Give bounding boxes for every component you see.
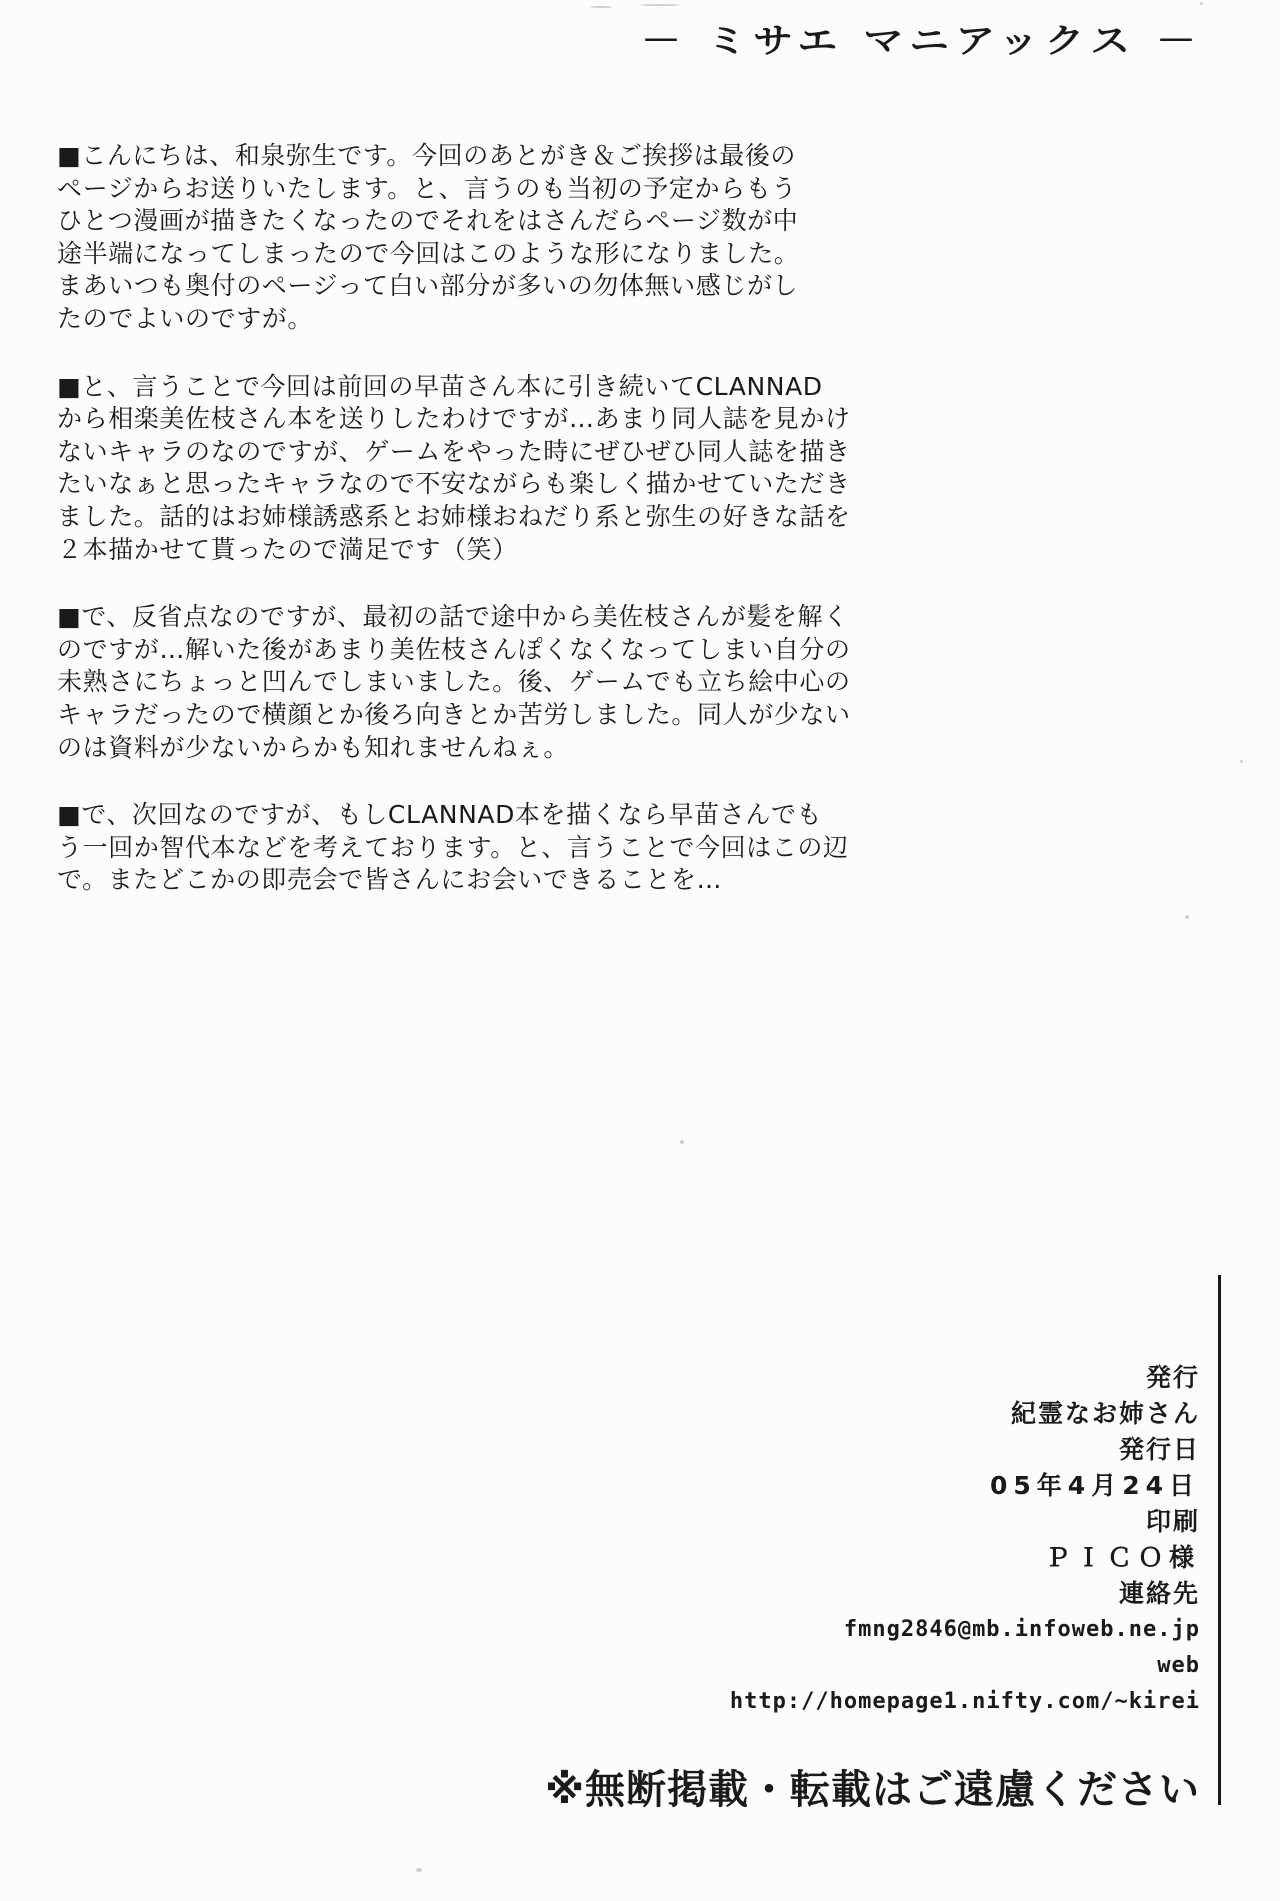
scan-speck [416, 1868, 422, 1872]
printer-label: 印刷 [1145, 1507, 1200, 1536]
text-line: ２本描かせて貰ったので満足です（笑） [57, 534, 518, 564]
colophon-divider [1218, 1275, 1221, 1805]
scan-speck [1185, 915, 1189, 919]
afterword-paragraph-3 [57, 601, 851, 764]
publisher-label: 発行 [1145, 1363, 1200, 1392]
printer-value: ＰＩＣＯ様 [1044, 1543, 1200, 1572]
text-line: のですが…解いた後があまり美佐枝さんぽくなくなってしまい自分の [57, 634, 851, 664]
afterword-paragraph-2 [57, 371, 851, 567]
afterword-paragraph-4 [57, 799, 849, 897]
text-line: たいなぁと思ったキャラなので不安ながらも楽しく描かせていただき [57, 469, 851, 499]
book-title: － ミサエ マニアックス － [641, 21, 1202, 62]
afterword-paragraph-1 [57, 140, 817, 336]
text-line: まあいつも奥付のページって白い部分が多いの勿体無い感じがし [57, 271, 799, 301]
text-line: たのでよいのですが。 [57, 303, 314, 333]
scan-speck [1240, 760, 1243, 763]
text-line: ました。話的はお姉様誘惑系とお姉様おねだり系と弥生の好きな話を [57, 501, 851, 531]
text-line: ■と、言うことで今回は前回の早苗さん本に引き続いてCLANNAD [57, 371, 823, 401]
text-line: で。またどこかの即売会で皆さんにお会いできることを… [57, 865, 723, 895]
scan-speck [590, 6, 612, 8]
text-line: キャラだったので横顔とか後ろ向きとか苦労しました。同人が少ない [57, 699, 851, 729]
contact-label: 連絡先 [1118, 1579, 1200, 1608]
colophon-info [730, 1360, 1200, 1720]
reprint-notice: ※無断掲載・転載はご遠慮ください [545, 1767, 1200, 1813]
date-label: 発行日 [1118, 1435, 1200, 1464]
scan-speck [640, 4, 680, 6]
text-line: ■こんにちは、和泉弥生です。今回のあとがき＆ご挨拶は最後の [57, 141, 797, 170]
text-line: ひとつ漫画が描きたくなったのでそれをはさんだらページ数が中 [57, 206, 799, 236]
date-value: 05年4月24日 [990, 1471, 1200, 1500]
text-line: ページからお送りいたします。と、言うのも当初の予定からもう [57, 173, 797, 203]
text-line: ■で、次回なのですが、もしCLANNAD本を描くなら早苗さんでも [57, 800, 823, 830]
afterword-text [57, 140, 851, 932]
web-label: web [1157, 1653, 1200, 1678]
text-line: のは資料が少ないからかも知れませんねぇ。 [57, 732, 570, 762]
text-line: う一回か智代本などを考えております。と、言うことで今回はこの辺 [57, 832, 849, 862]
web-url: http://homepage1.nifty.com/~kirei [729, 1689, 1200, 1714]
text-line: 途半端になってしまったので今回はこのような形になりました。 [57, 238, 800, 268]
text-line: ないキャラのなのですが、ゲームをやった時にぜひぜひ同人誌を描き [57, 436, 851, 466]
scan-speck [680, 1140, 684, 1144]
publisher-value: 紀霊なお姉さん [1010, 1399, 1200, 1428]
scan-speck [1200, 2, 1203, 5]
text-line: 未熟さにちょっと凹んでしまいました。後、ゲームでも立ち絵中心の [57, 667, 851, 697]
text-line: ■で、反省点なのですが、最初の話で途中から美佐枝さんが髪を解く [57, 602, 849, 632]
text-line: から相楽美佐枝さん本を送りしたわけですが…あまり同人誌を見かけ [57, 404, 851, 434]
contact-email: fmng2846@mb.infoweb.ne.jp [843, 1617, 1200, 1642]
